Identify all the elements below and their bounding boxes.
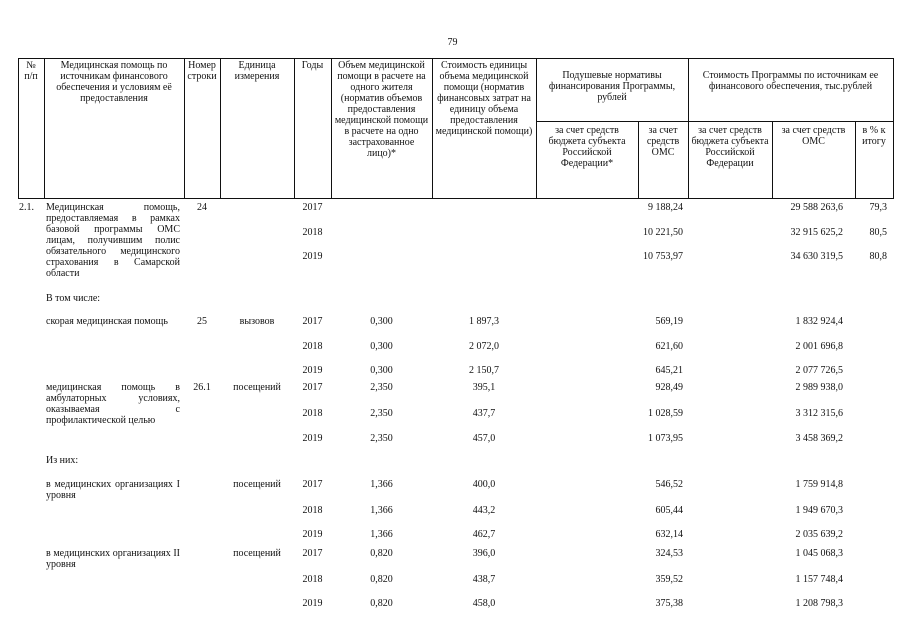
header-prog-budget-text: за счет средств бюджета субъекта Российской Федерации	[691, 125, 769, 169]
row-cost: 400,0	[472, 479, 496, 490]
row-cost: 1 897,3	[469, 316, 499, 327]
row-percap-oms: 1 073,95	[648, 433, 683, 444]
row-percap-oms: 546,52	[655, 479, 683, 490]
row-percap-oms: 605,44	[655, 505, 683, 516]
row-program-oms: 32 915 625,2	[790, 227, 843, 238]
row-program-oms: 1 045 068,3	[795, 548, 843, 559]
row-program-oms: 1 949 670,3	[795, 505, 843, 516]
header-cell-years	[294, 58, 332, 199]
row-percap-oms: 324,53	[655, 548, 683, 559]
subheading: Из них:	[46, 455, 79, 466]
row-percap-oms: 621,60	[655, 341, 683, 352]
row-volume: 0,300	[370, 341, 393, 352]
row-program-oms: 2 001 696,8	[795, 341, 843, 352]
row-percap-oms: 645,21	[655, 365, 683, 376]
row-cost: 457,0	[472, 433, 496, 444]
row-label: скорая медицинская помощь	[46, 316, 168, 327]
header-program-text: Стоимость Программы по источникам ее финансового обеспечения, тыс.рублей	[702, 70, 879, 92]
row-label: Медицинская помощь, предоставляемая в рамках базовой программы ОМС лицам, получившим полис обязательного медицинского страхования в Самарской области	[46, 202, 180, 279]
row-percent: 79,3	[869, 202, 887, 213]
header-prog-oms-text: за счет средств ОМС	[781, 125, 846, 147]
row-line-number: 26.1	[193, 382, 211, 393]
row-program-oms: 3 458 369,2	[795, 433, 843, 444]
row-unit: посещений	[233, 382, 281, 393]
header-volume-text: Объем медицинской помощи в расчете на одного жителя (норматив объемов предоставления медицинской помощи в расчете на одно застрахованное лицо)*	[334, 60, 429, 159]
header-percap-oms-text: за счет средств ОМС	[646, 125, 680, 158]
row-percent: 80,8	[869, 251, 887, 262]
page-number: 79	[447, 37, 458, 48]
header-cost-text: Стоимость единицы объема медицинской помощи (норматив финансовых затрат на единицу объема предоставления медицинской помощи)	[435, 60, 533, 137]
row-year: 2018	[302, 408, 323, 419]
row-label: в медицинских организациях I уровня	[46, 479, 180, 501]
row-percap-oms: 375,38	[655, 598, 683, 609]
row-year: 2018	[302, 227, 323, 238]
header-percap-text: Подушевые нормативы финансирования Программы, рублей	[548, 70, 676, 103]
row-unit: вызовов	[239, 316, 275, 327]
row-volume: 1,366	[370, 479, 393, 490]
row-label: в медицинских организациях II уровня	[46, 548, 180, 570]
header-years-text: Годы	[301, 60, 324, 71]
row-year: 2017	[302, 382, 323, 393]
row-percap-oms: 10 753,97	[643, 251, 683, 262]
row-percent: 80,5	[869, 227, 887, 238]
row-line-number: 25	[197, 316, 207, 327]
row-volume: 0,300	[370, 365, 393, 376]
row-percap-oms: 632,14	[655, 529, 683, 540]
row-label: медицинская помощь в амбулаторных условиях, оказываемая с профилактической целью	[46, 382, 180, 426]
row-percap-oms: 928,49	[655, 382, 683, 393]
row-program-oms: 2 035 639,2	[795, 529, 843, 540]
row-program-oms: 1 832 924,4	[795, 316, 843, 327]
row-year: 2018	[302, 341, 323, 352]
header-percap-budget-text: за счет средств бюджета субъекта Российской Федерации*	[548, 125, 626, 169]
row-year: 2019	[302, 251, 323, 262]
row-cost: 2 150,7	[469, 365, 499, 376]
row-year: 2018	[302, 574, 323, 585]
row-number: 2.1.	[19, 202, 34, 213]
row-cost: 396,0	[472, 548, 496, 559]
row-volume: 0,820	[370, 548, 393, 559]
header-num-text: № п/п	[24, 60, 38, 82]
row-volume: 0,300	[370, 316, 393, 327]
row-cost: 437,7	[472, 408, 496, 419]
row-cost: 458,0	[472, 598, 496, 609]
row-cost: 2 072,0	[469, 341, 499, 352]
row-unit: посещений	[233, 548, 281, 559]
row-year: 2019	[302, 365, 323, 376]
row-program-oms: 2 077 726,5	[795, 365, 843, 376]
header-prog-pct-text: в % к итогу	[862, 125, 886, 147]
row-year: 2017	[302, 316, 323, 327]
row-volume: 2,350	[370, 408, 393, 419]
row-program-oms: 3 312 315,6	[795, 408, 843, 419]
row-percap-oms: 569,19	[655, 316, 683, 327]
row-year: 2017	[302, 202, 323, 213]
header-unit-text: Единица измерения	[234, 60, 280, 82]
row-program-oms: 1 157 748,4	[795, 574, 843, 585]
row-unit: посещений	[233, 479, 281, 490]
row-year: 2019	[302, 433, 323, 444]
row-volume: 2,350	[370, 382, 393, 393]
row-volume: 1,366	[370, 505, 393, 516]
row-cost: 438,7	[472, 574, 496, 585]
row-volume: 0,820	[370, 574, 393, 585]
row-cost: 443,2	[472, 505, 496, 516]
row-volume: 2,350	[370, 433, 393, 444]
row-cost: 462,7	[472, 529, 496, 540]
row-year: 2018	[302, 505, 323, 516]
row-percap-oms: 359,52	[655, 574, 683, 585]
row-year: 2017	[302, 548, 323, 559]
row-percap-oms: 10 221,50	[643, 227, 683, 238]
row-program-oms: 34 630 319,5	[790, 251, 843, 262]
row-year: 2019	[302, 529, 323, 540]
row-volume: 0,820	[370, 598, 393, 609]
row-percap-oms: 9 188,24	[648, 202, 683, 213]
row-line-number: 24	[197, 202, 207, 213]
row-volume: 1,366	[370, 529, 393, 540]
row-program-oms: 29 588 263,6	[790, 202, 843, 213]
row-year: 2019	[302, 598, 323, 609]
row-percap-oms: 1 028,59	[648, 408, 683, 419]
subheading: В том числе:	[46, 293, 101, 304]
row-program-oms: 1 208 798,3	[795, 598, 843, 609]
row-cost: 395,1	[472, 382, 496, 393]
row-program-oms: 2 989 938,0	[795, 382, 843, 393]
row-year: 2017	[302, 479, 323, 490]
row-program-oms: 1 759 914,8	[795, 479, 843, 490]
header-care-text: Медицинская помощь по источникам финансового обеспечения и условиям её предоставления	[56, 60, 172, 104]
header-line-text: Номер строки	[187, 60, 217, 82]
